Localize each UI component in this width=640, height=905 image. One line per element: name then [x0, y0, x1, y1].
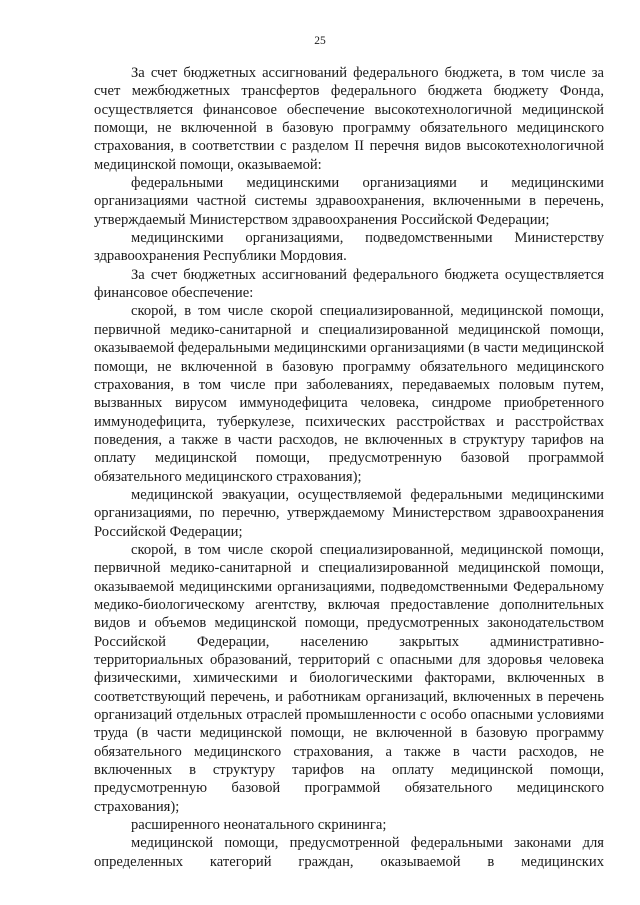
paragraph-medical-evacuation: медицинской эвакуации, осуществляемой федеральными медицинскими организациями, по перечню, утверждаемому Министерством здравоохранения Российской Федерации; [94, 486, 604, 540]
paragraph-mordovia-organizations: медицинскими организациями, подведомственными Министерству здравоохранения Республики Мордовия. [94, 230, 604, 265]
paragraph-funding-high-tech-care: За счет бюджетных ассигнований федерального бюджета, в том числе за счет межбюджетных трансфертов федерального бюджета бюджету Фонда, осуществляется финансовое обеспечение высокотехнологичной медицинской помощи, не включенной в базовую программу обязательного медицинского страхования, в соответствии с разделом II перечня видов высокотехнологичной медицинской помощи, оказываемой: [94, 65, 604, 173]
page-number: 25 [314, 35, 326, 47]
paragraph-federal-and-private-organizations: федеральными медицинскими организациями и медицинскими организациями частной системы здравоохранения, включенными в перечень, утверждаемый Министерством здравоохранения Российской Федерации; [94, 175, 604, 228]
paragraph-federal-law-categories: медицинской помощи, предусмотренной федеральными законами для определенных категорий граждан, оказываемой в медицинских [94, 835, 604, 870]
paragraph-federal-budget-funding: За счет бюджетных ассигнований федерального бюджета осуществляется финансовое обеспечение: [94, 266, 604, 302]
body-text [94, 64, 604, 871]
paragraph-emergency-primary-specialized-care: скорой, в том числе скорой специализированной, медицинской помощи, первичной медико-санитарной и специализированной медицинской помощи, оказываемой федеральными медицинскими организациями (в части медицинской помощи, не включенной в базовую программу обязательного медицинского страхования, в том числе при заболеваниях, передаваемых половым путем, вызванных вирусом иммунодефицита человека, синдроме приобретенного иммунодефицита, туберкулезе, психических расстройствах и расстройствах поведения, а также в части расходов, не включенных в структуру тарифов на оплату медицинской помощи, предусмотренную базовой программой обязательного медицинского страхования); [94, 303, 604, 485]
paragraph-neonatal-screening: расширенного неонатального скрининга; [131, 817, 387, 834]
paragraph-fmba-organizations: скорой, в том числе скорой специализированной, медицинской помощи, первичной медико-санитарной и специализированной медицинской помощи, оказываемой медицинскими организациями, подведомственными Федеральному медико-биологическому агентству, включая предоставление дополнительных видов и объемов медицинской помощи, предусмотренных законодательством Российской Федерации, населению закрытых административно-территориальных образований, территорий с опасными для здоровья человека физическими, химическими и биологическими факторами, включенных в соответствующий перечень, и работникам организаций, включенных в перечень организаций отдельных отраслей промышленности с особо опасными условиями труда (в части медицинской помощи, не включенной в базовую программу обязательного медицинского страхования, а также в части расходов, не включенных в структуру тарифов на оплату медицинской помощи, предусмотренную базовой программой обязательного медицинского страхования); [94, 541, 604, 815]
